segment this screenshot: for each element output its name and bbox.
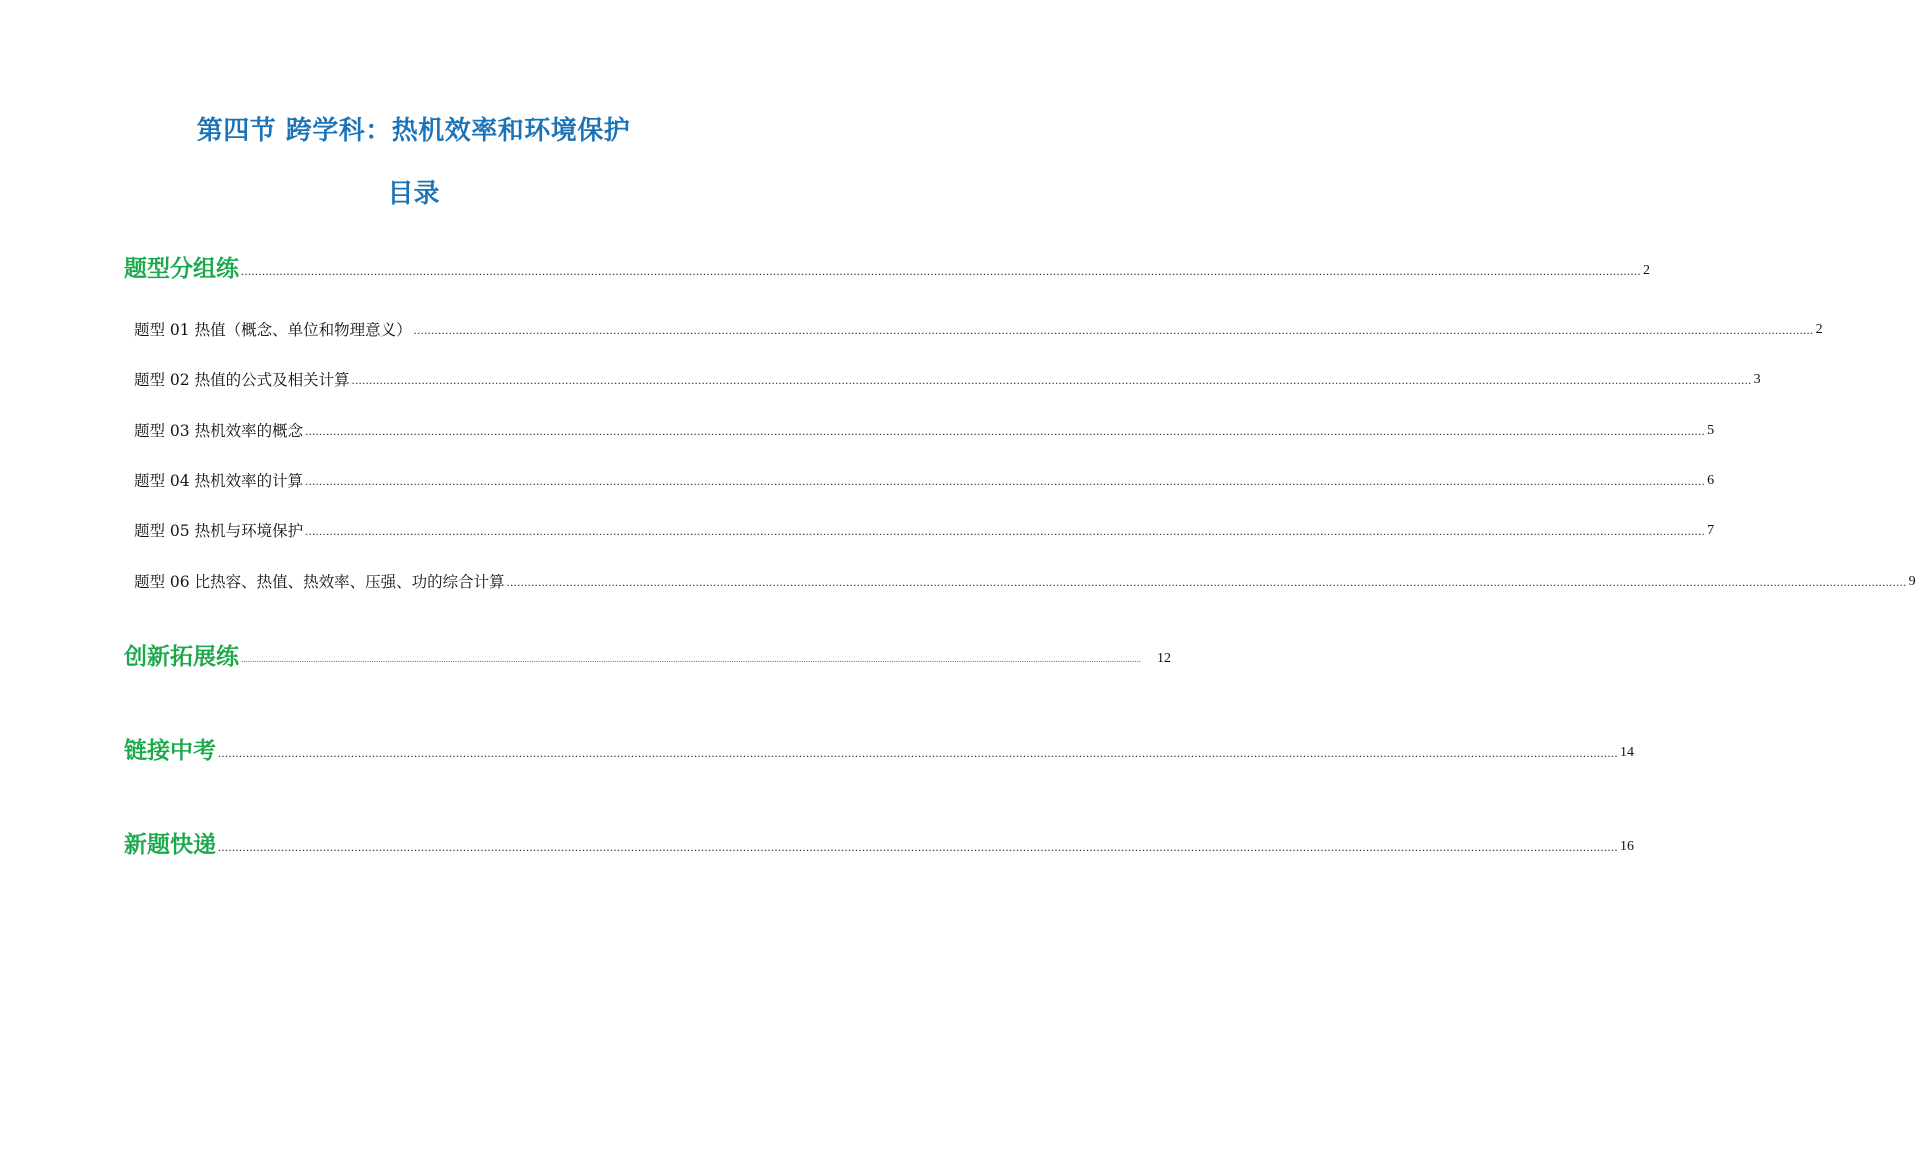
- toc-page-number: 16: [1620, 839, 1634, 854]
- toc-item-row[interactable]: [134, 370, 1761, 390]
- toc-item-row[interactable]: [134, 471, 1715, 491]
- toc-leader-dots: ................................................................................................................................................................................................................................................................................................................................................................................................................: [218, 840, 1618, 854]
- toc-section-row[interactable]: [124, 255, 1650, 283]
- toc-leader-dots: ................................................................................................................................................................................................................................................................................................................................................................................................................: [305, 524, 1706, 538]
- toc-leader-dots: ................................................................................................................................................................................................................................................................................................................................................................................................................: [305, 424, 1706, 438]
- toc-page-number: 5: [1707, 423, 1715, 438]
- toc-section-label: 创新拓展练: [124, 644, 239, 670]
- document-subtitle: 目录: [387, 179, 440, 209]
- toc-page-number: 12: [1157, 651, 1171, 666]
- toc-page-number: 6: [1707, 473, 1715, 488]
- toc-leader-dots: ................................................................................................................................................................................................................................................................................................................................................................................................................: [218, 746, 1618, 760]
- toc-item-row[interactable]: [134, 572, 1916, 592]
- toc-page-number: 3: [1753, 372, 1761, 387]
- toc-item-label: 题型 01 热值（概念、单位和物理意义）: [134, 321, 412, 339]
- toc-item-label: 题型 05 热机与环境保护: [134, 522, 304, 540]
- toc-section-row[interactable]: [124, 831, 1634, 859]
- toc-item-label: 题型 04 热机效率的计算: [134, 472, 304, 490]
- toc-section-label: 链接中考: [124, 738, 216, 764]
- document-title: 第四节 跨学科：热机效率和环境保护: [196, 116, 631, 146]
- toc-item-row[interactable]: [134, 421, 1715, 441]
- toc-page-number: 7: [1707, 523, 1715, 538]
- toc-page-number: 2: [1643, 263, 1650, 278]
- toc-leader-dots: ................................................................................................................................................................................................................................................................................................................................................................................................................: [305, 474, 1706, 488]
- toc-page-number: 9: [1908, 574, 1916, 589]
- toc-page-number: 2: [1815, 322, 1823, 337]
- toc-leader-dots: ................................................................................................................................................................................................................................................................................................................................................................................................................: [351, 373, 1752, 387]
- toc-item-row[interactable]: [134, 521, 1715, 541]
- toc-page-number: 14: [1620, 745, 1634, 760]
- toc-section-label: 题型分组练: [124, 256, 239, 282]
- toc-leader-dots: ................................................................................................................................................................................................................................................................................................................................................................................................................: [241, 654, 1141, 664]
- toc-leader-dots: ................................................................................................................................................................................................................................................................................................................................................................................................................: [413, 323, 1814, 337]
- toc-item-label: 题型 06 比热容、热值、热效率、压强、功的综合计算: [134, 573, 505, 591]
- toc-item-row[interactable]: [134, 320, 1823, 340]
- toc-section-row[interactable]: [124, 737, 1634, 765]
- toc-item-label: 题型 02 热值的公式及相关计算: [134, 371, 350, 389]
- toc-section-label: 新题快递: [124, 832, 216, 858]
- toc-leader-dots: ................................................................................................................................................................................................................................................................................................................................................................................................................: [506, 575, 1907, 589]
- toc-section-row[interactable]: [124, 643, 1171, 671]
- toc-item-label: 题型 03 热机效率的概念: [134, 422, 304, 440]
- toc-leader-dots: ................................................................................................................................................................................................................................................................................................................................................................................................................: [241, 264, 1641, 278]
